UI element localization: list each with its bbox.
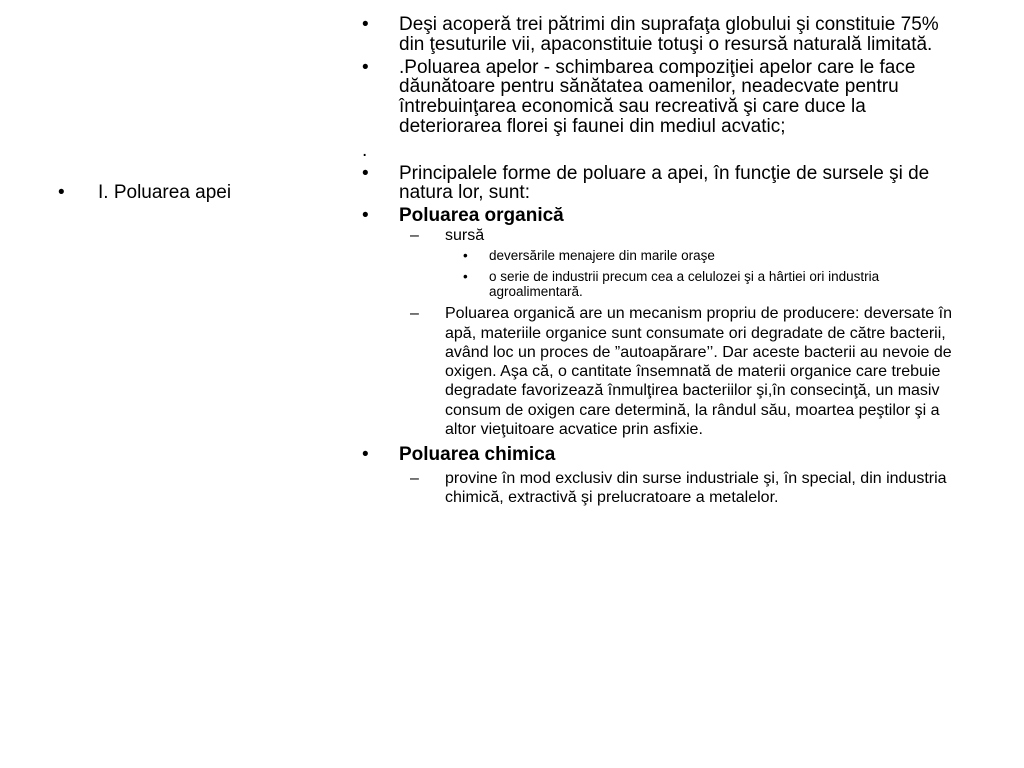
- heading-text: Poluarea chimica: [399, 444, 556, 466]
- bullet-mark: •: [362, 56, 369, 78]
- dot-mark: .: [362, 139, 368, 161]
- list-item-text: deversările menajere din marile oraşe: [489, 248, 715, 264]
- heading-chemical-pollution: [362, 445, 962, 465]
- dash-mark: –: [410, 470, 419, 488]
- bullet-mark: •: [362, 14, 369, 35]
- subitem-source: [362, 226, 962, 245]
- bullet-mark: •: [58, 182, 65, 203]
- paragraph-water-resource: [362, 15, 962, 55]
- subitem-chemical-source: [362, 469, 962, 508]
- bullet-mark: •: [463, 248, 468, 264]
- subitem-organic-mechanism: [362, 304, 962, 439]
- dash-mark: –: [410, 226, 419, 244]
- list-item: [362, 269, 962, 299]
- list-item: [362, 248, 962, 263]
- bullet-mark: •: [362, 444, 369, 466]
- heading-text: Poluarea organică: [399, 205, 564, 227]
- paragraph-text: Deşi acoperă trei pătrimi din suprafaţa globului şi constituie 75% din ţesuturile vii, apaconstituie totuşi o resursă naturală limitată.: [399, 14, 939, 55]
- subitem-text: provine în mod exclusiv din surse industriale şi, în special, din industria chimică, extractivă şi prelucratoare a metalelor.: [445, 470, 947, 507]
- bullet-mark: •: [362, 162, 369, 184]
- bullet-mark: •: [463, 269, 468, 285]
- subitem-text: Poluarea organică are un mecanism propriu de producere: deversate în apă, materiile organice sunt consumate ori degradate de către bacterii, având loc un proces de ”autoapărare’’. Dar aceste bacterii au nevoie de oxigen. Aşa că, o cantitate însemnată de materii organice care trebuie degradate favorizează înmulţirea bacteriilor şi,în consecinţă, un masiv consum de oxigen care determină, la rândul său, moartea peştilor şi a altor vieţuitoare acvatice prin asfixie.: [445, 305, 952, 439]
- paragraph-water-pollution-definition: [362, 58, 962, 137]
- paragraph-text: .Poluarea apelor - schimbarea compoziţiei apelor care le face dăunătoare pentru sănătatea oamenilor, neadecvate pentru întrebuinţarea economică sau recreativă şi care duce la deteriorarea florei şi faunei din mediul acvatic;: [399, 56, 916, 137]
- paragraph-text: Principalele forme de poluare a apei, în funcţie de sursele şi de natura lor, sunt:: [399, 162, 930, 204]
- right-column: [362, 15, 962, 508]
- bullet-mark: •: [362, 205, 369, 227]
- left-column: [58, 180, 318, 206]
- empty-bullet-line: [362, 141, 962, 161]
- paragraph-pollution-forms: [362, 164, 962, 204]
- list-item-text: o serie de industrii precum cea a celulozei şi a hârtiei ori industria agroalimentară.: [489, 269, 880, 300]
- heading-organic-pollution: [362, 206, 962, 226]
- section-title: I. Poluarea apei: [98, 182, 232, 203]
- subitem-text: sursă: [445, 226, 485, 244]
- dash-mark: –: [410, 305, 419, 323]
